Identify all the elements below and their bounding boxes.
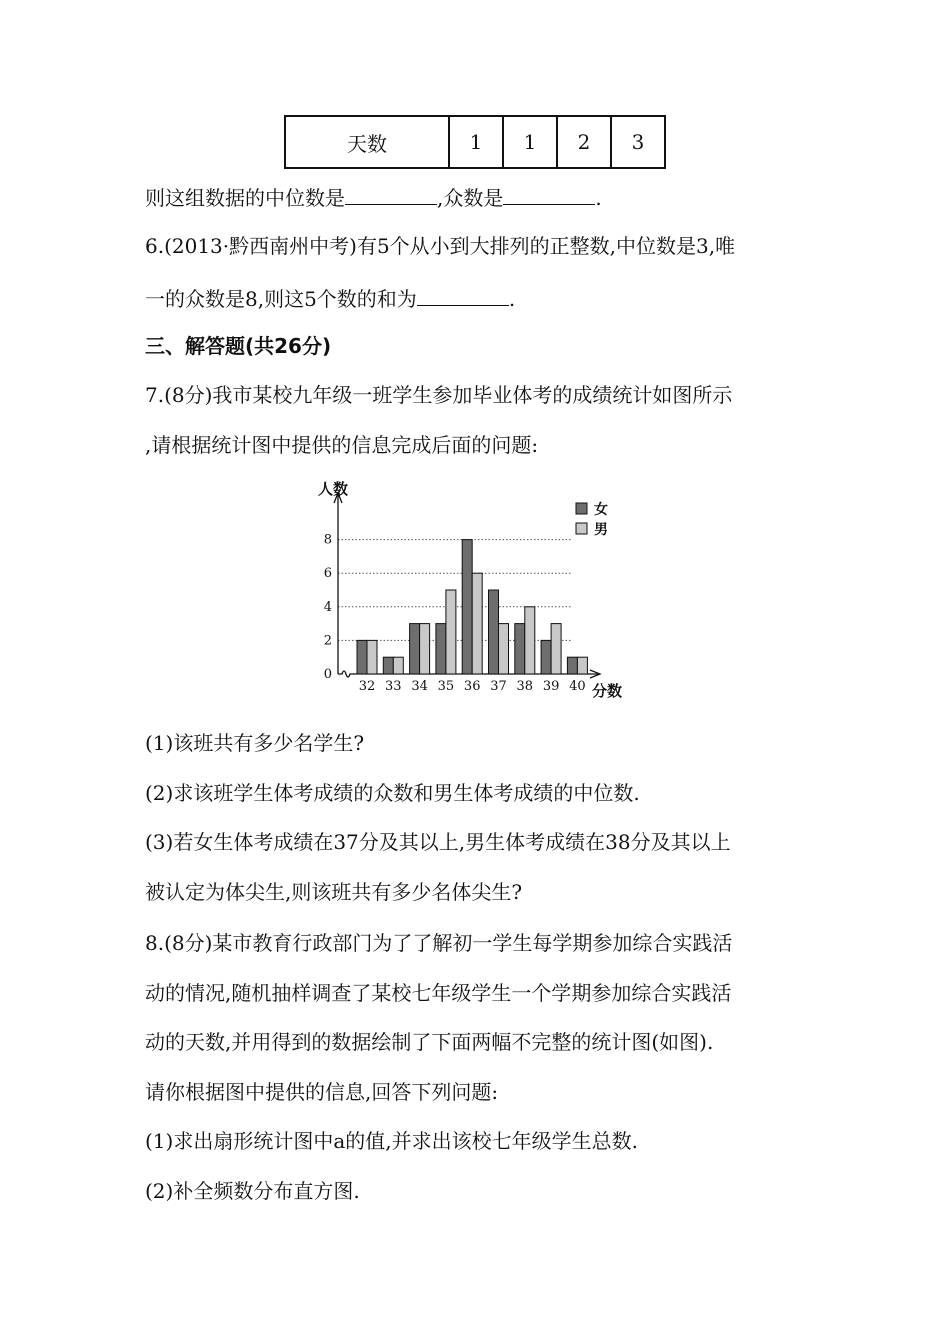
question-8-part-2: (2)补全频数分布直方图. (145, 1179, 360, 1203)
legend-swatch (576, 503, 587, 514)
bar (489, 590, 499, 674)
bar (410, 624, 420, 674)
days-table-wrap (284, 115, 666, 169)
x-tick-label: 33 (385, 679, 402, 694)
table-cell: 2 (557, 116, 611, 168)
question-8-part-1: (1)求出扇形统计图中a的值,并求出该校七年级学生总数. (145, 1129, 638, 1153)
question-7-part-1: (1)该班共有多少名学生? (145, 731, 365, 755)
x-tick-label: 40 (569, 679, 586, 694)
y-tick-label: 0 (323, 667, 332, 682)
question-7-part-2: (2)求该班学生体考成绩的众数和男生体考成绩的中位数. (145, 781, 640, 805)
legend-label: 女 (594, 502, 608, 518)
question-8-line-1: 8.(8分)某市教育行政部门为了了解初一学生每学期参加综合实践活 (145, 931, 733, 955)
y-tick-label: 6 (323, 566, 332, 582)
bar (367, 640, 377, 674)
bar (567, 657, 577, 674)
y-tick-label: 2 (323, 633, 332, 649)
x-axis-label: 分数 (592, 682, 623, 700)
answer-blank[interactable] (345, 186, 437, 205)
question-6-line-2 (145, 287, 515, 309)
y-tick-label: 8 (323, 532, 332, 548)
text-segment: 则这组数据的中位数是 (145, 186, 345, 210)
bar (462, 540, 472, 674)
x-tick-label: 32 (358, 679, 376, 694)
bar (499, 624, 509, 674)
text-segment: 一的众数是8,则这5个数的和为 (145, 287, 417, 311)
x-tick-label: 37 (490, 679, 507, 694)
bar (357, 640, 367, 674)
text-segment: ,众数是 (437, 186, 504, 210)
bar (393, 657, 403, 674)
bar (472, 573, 482, 674)
bar (541, 640, 551, 674)
question-8-line-3: 动的天数,并用得到的数据绘制了下面两幅不完整的统计图(如图). (145, 1030, 714, 1054)
table-header-cell: 天数 (285, 116, 449, 168)
table-row (285, 116, 665, 168)
y-tick-label: 4 (323, 599, 332, 615)
question-8-line-2: 动的情况,随机抽样调查了某校七年级学生一个学期参加综合实践活 (145, 981, 732, 1005)
question-7-part-3-line-2: 被认定为体尖生,则该班共有多少名体尖生? (145, 880, 523, 904)
bar (525, 607, 535, 674)
x-tick-label: 39 (542, 679, 560, 694)
question-7-part-3-line-1: (3)若女生体考成绩在37分及其以上,男生体考成绩在38分及其以上 (145, 830, 731, 854)
x-tick-label: 34 (411, 679, 428, 694)
table-cell: 1 (503, 116, 557, 168)
bar (515, 624, 525, 674)
legend-swatch (576, 523, 587, 534)
answer-blank[interactable] (417, 287, 509, 306)
x-tick-label: 36 (463, 679, 481, 694)
question-7-line-1: 7.(8分)我市某校九年级一班学生参加毕业体考的成绩统计如图所示 (145, 383, 733, 407)
x-tick-label: 38 (516, 679, 534, 694)
table-cell: 1 (449, 116, 503, 168)
question-8-line-4: 请你根据图中提供的信息,回答下列问题: (145, 1080, 499, 1104)
table-cell: 3 (611, 116, 665, 168)
bar (577, 657, 587, 674)
question-6-line-1: 6.(2013·黔西南州中考)有5个从小到大排列的正整数,中位数是3,唯 (145, 234, 736, 258)
y-axis-label: 人数 (318, 480, 349, 498)
bar (420, 624, 430, 674)
answer-blank[interactable] (503, 186, 595, 205)
bar (446, 590, 456, 674)
text-segment: . (595, 186, 602, 210)
bar-chart (310, 475, 640, 705)
text-segment: . (508, 287, 516, 311)
question-5-answer-line (145, 186, 602, 208)
bar (383, 657, 393, 674)
question-7-line-2: ,请根据统计图中提供的信息完成后面的问题: (145, 433, 539, 457)
bar (436, 624, 446, 674)
days-table (284, 115, 666, 169)
legend-label: 男 (594, 522, 608, 538)
bar (551, 624, 561, 674)
x-tick-label: 35 (437, 679, 455, 694)
section-heading: 三、解答题(共26分) (145, 334, 332, 358)
